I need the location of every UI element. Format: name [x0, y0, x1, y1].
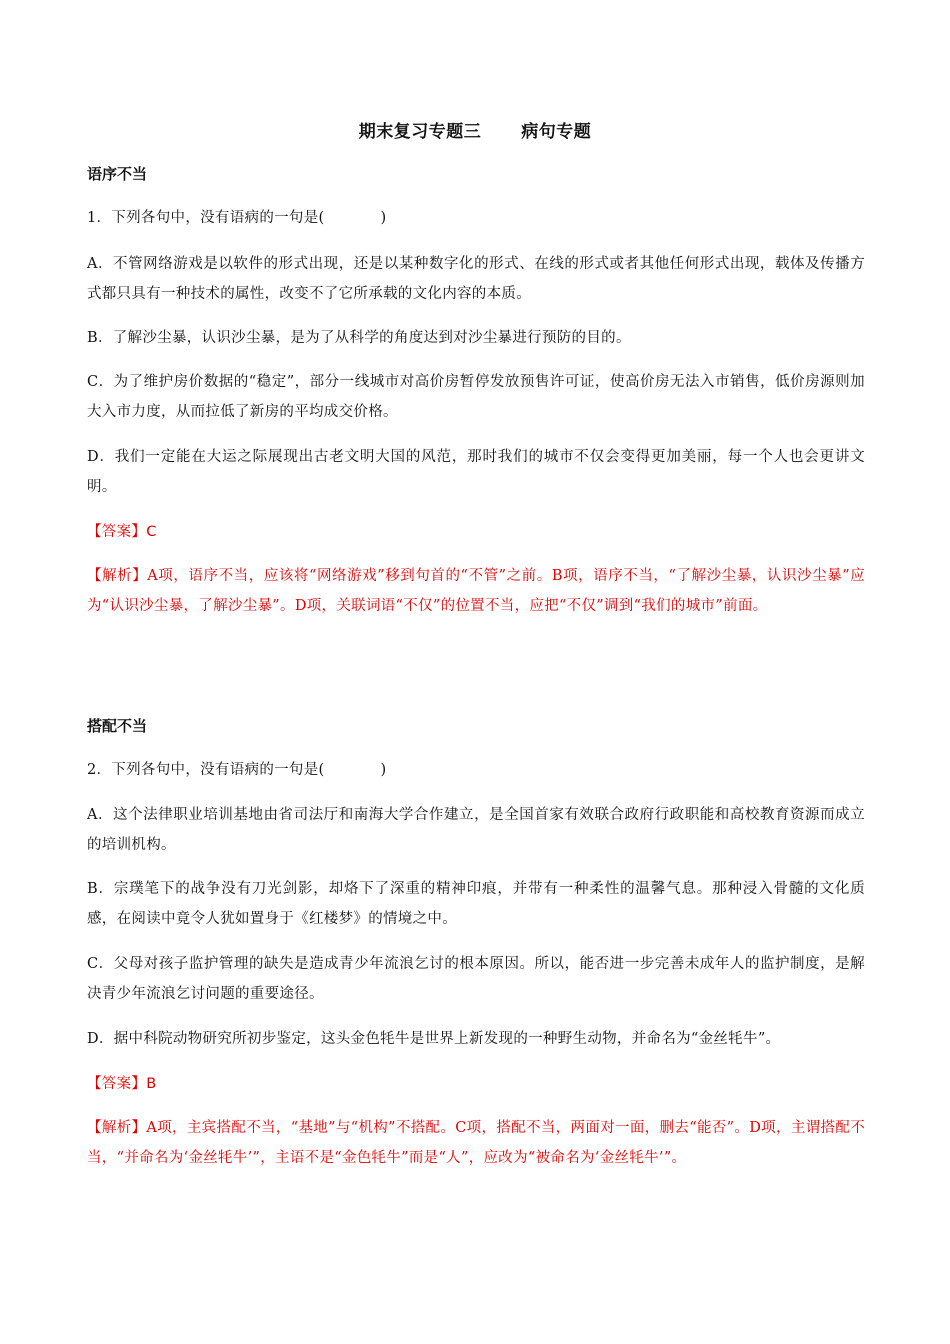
option-c: C．父母对孩子监护管理的缺失是造成青少年流浪乞讨的根本原因。所以，能否进一步完善未成年人的监护制度，是解决青少年流浪乞讨问题的重要途径。	[87, 956, 865, 1002]
title-main: 期末复习专题三	[358, 122, 482, 142]
answer-line: 【答案】B	[87, 1076, 157, 1092]
answer-line: 【答案】C	[87, 524, 157, 540]
question-stem: 1．下列各句中，没有语病的一句是( )	[87, 210, 387, 226]
option-a: A．不管网络游戏是以软件的形式出现，还是以某种数字化的形式、在线的形式或者其他任何形式出现，载体及传播方式都只具有一种技术的属性，改变不了它所承载的文化内容的本质。	[87, 256, 865, 302]
analysis-paragraph: 【解析】A项，语序不当，应该将“网络游戏”移到句首的“不管”之前。B项，语序不当，“了解沙尘暴，认识沙尘暴”应为“认识沙尘暴，了解沙尘暴”。D项，关联词语“不仅”的位置不当，应把“不仅”调到“我们的城市”前面。	[87, 568, 865, 614]
option-d: D．我们一定能在大运之际展现出古老文明大国的风范，那时我们的城市不仅会变得更加美丽，每一个人也会更讲文明。	[87, 449, 865, 495]
page-title	[0, 117, 950, 142]
option-d: D．据中科院动物研究所初步鉴定，这头金色牦牛是世界上新发现的一种野生动物，并命名为“金丝牦牛”。	[87, 1031, 781, 1047]
option-a: A．这个法律职业培训基地由省司法厅和南海大学合作建立，是全国首家有效联合政府行政职能和高校教育资源而成立的培训机构。	[87, 807, 865, 853]
analysis-paragraph: 【解析】A项，主宾搭配不当，“基地”与“机构”不搭配。C项，搭配不当，两面对一面，删去“能否”。D项，主谓搭配不当，“并命名为‘金丝牦牛’”，主语不是“金色牦牛”而是“人”，应改为“被命名为‘金丝牦牛’”。	[87, 1120, 866, 1166]
option-c: C．为了维护房价数据的“稳定”，部分一线城市对高价房暂停发放预售许可证，使高价房无法入市销售，低价房源则加大入市力度，从而拉低了新房的平均成交价格。	[87, 374, 865, 420]
question-stem: 2．下列各句中，没有语病的一句是( )	[87, 762, 387, 778]
section-heading: 语序不当	[87, 165, 148, 183]
title-sub: 病句专题	[521, 122, 592, 142]
section-heading: 搭配不当	[87, 717, 148, 735]
option-b: B．了解沙尘暴，认识沙尘暴，是为了从科学的角度达到对沙尘暴进行预防的目的。	[87, 330, 631, 346]
option-b: B．宗璞笔下的战争没有刀光剑影，却烙下了深重的精神印痕，并带有一种柔性的温馨气息。那种浸入骨髓的文化质感，在阅读中竟令人犹如置身于《红楼梦》的情境之中。	[87, 881, 865, 927]
